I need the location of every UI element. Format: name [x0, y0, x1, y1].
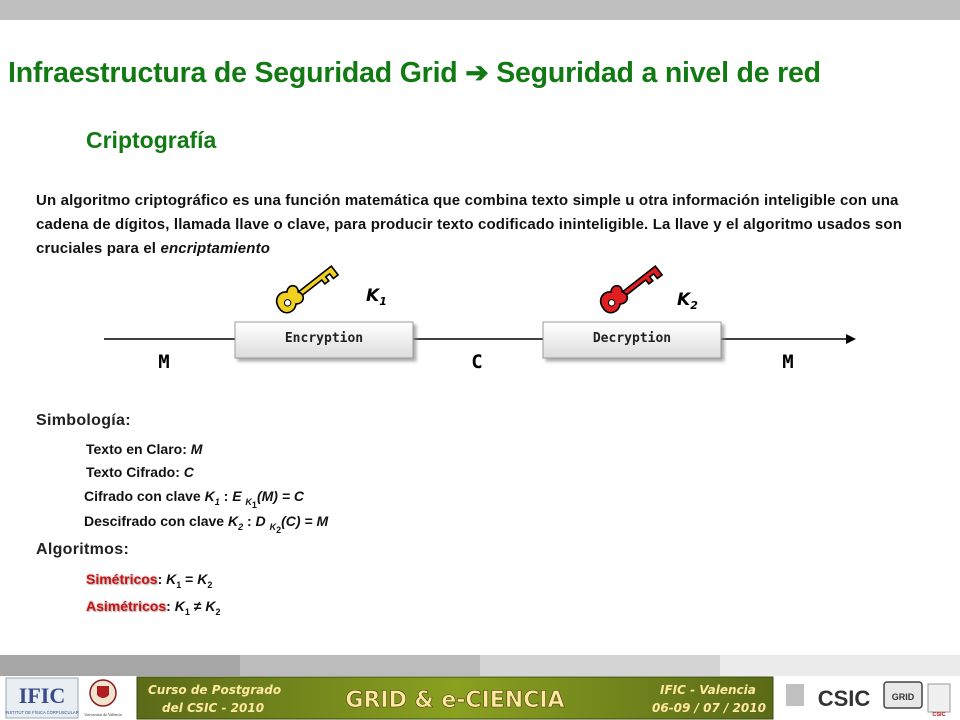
course-line2: del CSIC - 2010 — [162, 701, 265, 715]
slide-title — [8, 56, 958, 90]
svg-text:CSIC: CSIC — [817, 686, 871, 711]
texto-cifrado-line: Texto Cifrado: C — [86, 464, 194, 480]
encryption-diagram — [0, 255, 960, 385]
key2-icon — [596, 258, 662, 316]
title-right: Seguridad a nivel de red — [496, 57, 821, 89]
key2-label: $K_2$ — [677, 290, 698, 312]
arrow-right-icon: ➔ — [465, 57, 489, 88]
intro-paragraph — [36, 189, 936, 261]
asimetricos-line: Asimétricos: $K_1 \ne K_2$ — [86, 598, 221, 617]
output-label: M — [782, 351, 794, 373]
key1-label: $K_1$ — [366, 286, 387, 308]
svg-text:Universitat de València: Universitat de València — [84, 712, 122, 717]
section-subtitle: Criptografía — [86, 127, 217, 153]
texto-claro-line: Texto en Claro: M — [86, 441, 203, 457]
decryption-box — [543, 322, 721, 358]
descifrado-clave-line: Descifrado con clave $K_2$ : D $_{K_2}$(C) = M — [84, 513, 329, 535]
simetricos-label: Simétricos — [86, 571, 158, 587]
svg-text:GRID: GRID — [891, 692, 915, 702]
asimetricos-label: Asimétricos — [86, 598, 167, 614]
cifrado-clave-line: Cifrado con clave $K_1$ : E $_{K_1}$(M) = C — [84, 488, 304, 510]
simetricos-line: Simétricos: $K_1 = K_2$ — [86, 571, 213, 590]
encryption-label: Encryption — [284, 331, 364, 346]
title-left: Infraestructura de Seguridad Grid — [8, 57, 458, 89]
cipher-label: C — [471, 351, 483, 373]
bottom-stripe — [0, 655, 960, 676]
banner-title: GRID & e-CIENCIA — [345, 688, 565, 713]
course-line1: Curso de Postgrado — [148, 683, 282, 697]
footer-banner — [0, 676, 960, 720]
place-line2: 06-09 / 07 / 2010 — [652, 701, 766, 715]
flow-arrowhead — [846, 334, 856, 344]
place-line1: IFIC - Valencia — [660, 683, 756, 697]
top-bar — [0, 0, 960, 20]
algoritmos-heading: Algoritmos: — [36, 541, 130, 558]
ific-logo — [5, 678, 78, 718]
intro-text: Un algoritmo criptográfico es una función matemática que combina texto simple u otra información inteligible con una cadena de dígitos, llamada llave o clave, para producir texto codificado ininteligible. La llave y el algoritmo usados son cruciales para el — [36, 192, 903, 257]
grid-badge — [884, 682, 922, 708]
input-label: M — [158, 351, 170, 373]
simbologia-heading: Simbología: — [36, 412, 131, 429]
svg-text:CSIC: CSIC — [932, 712, 946, 718]
svg-text:INSTITUT DE FÍSICA CORPUSCULAR: INSTITUT DE FÍSICA CORPUSCULAR — [5, 710, 79, 715]
intro-italic-word: encriptamiento — [160, 240, 271, 257]
decryption-label: Decryption — [592, 331, 672, 346]
key1-icon — [272, 258, 338, 316]
encryption-box — [235, 322, 413, 358]
course-banner — [137, 677, 773, 719]
svg-text:IFIC: IFIC — [18, 683, 66, 708]
